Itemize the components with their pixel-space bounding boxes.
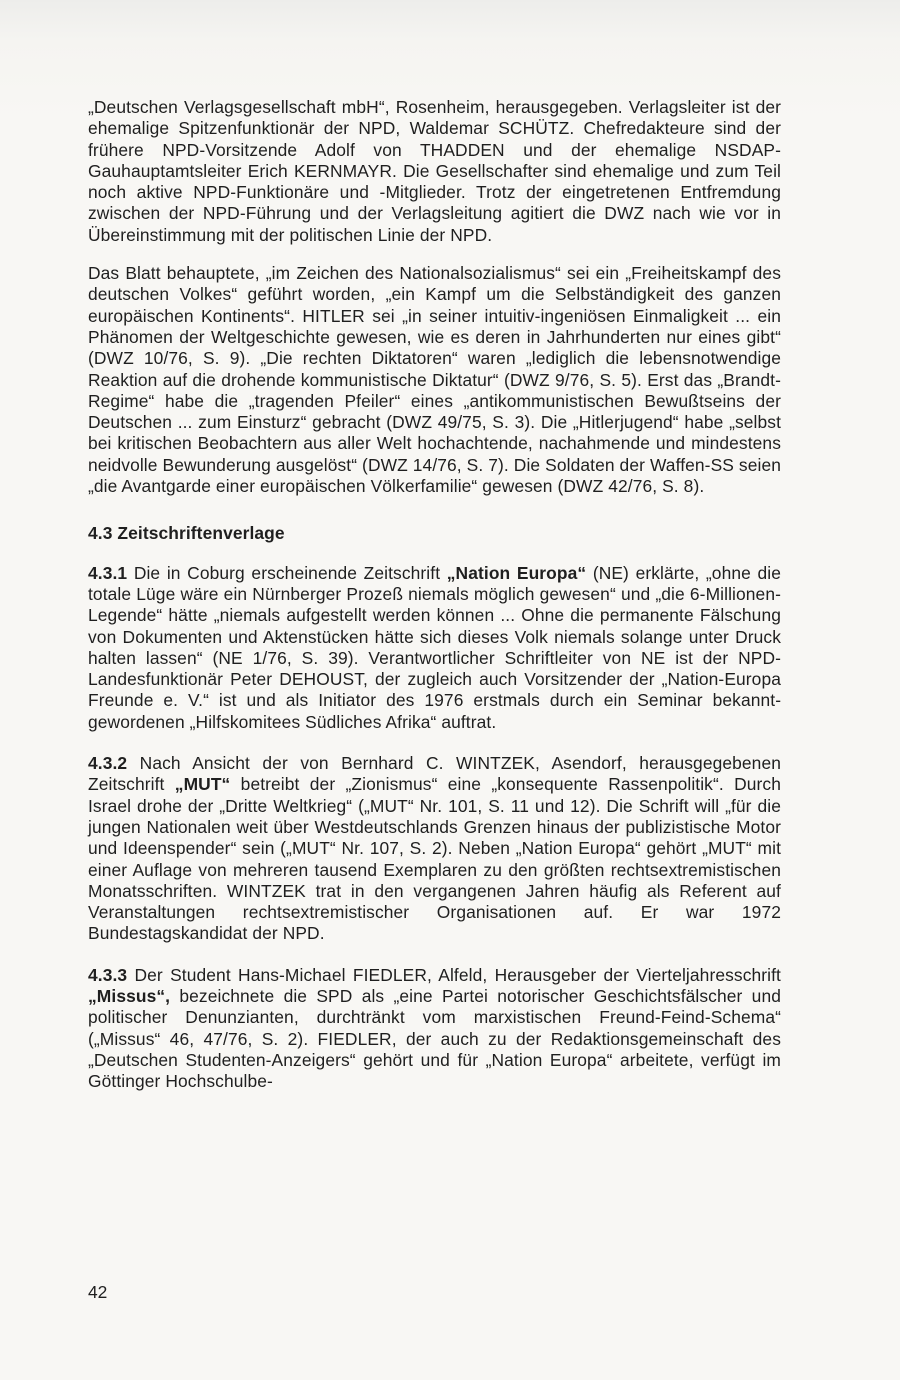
section-number: 4.3.2 [88, 753, 128, 774]
section-number: 4.3.1 [88, 562, 128, 583]
section-4-3-2 [88, 753, 781, 945]
publication-name: „Missus“, [88, 985, 171, 1006]
paragraph-dwz-quotes: Das Blatt behauptete, „im Zeichen des Nationalsozialismus“ sei ein „Freiheitskampf des deutschen Volkes“ geführt worden, „ein Kampf um die Selbständigkeit des ganzen europäischen Kontinents“. HITLER sei „in seiner intuitiv-ingeniösen Einmaligkeit ... ein Phänomen der Weltgeschichte gewesen, wie es deren in Jahrhunderten nur eines gibt“ (DWZ 10/76, S. 9). „Die rechten Diktatoren“ waren „lediglich die lebensnotwendige Reaktion auf die drohende kommunistische Diktatur“ (DWZ 9/76, S. 5). Erst das „Brandt-Regime“ habe die „tragenden Pfeiler“ eines „antikommunistischen Bewußtseins der Deutschen ... zum Einsturz“ gebracht (DWZ 49/75, S. 3). Die „Hitlerjugend“ habe „selbst bei kritischen Beobachtern aus aller Welt hochachtende, nachahmende und mindestens neidvolle Bewunderung ausgelöst“ (DWZ 14/76, S. 7). Die Soldaten der Waffen-SS seien „die Avantgarde einer europäischen Völkerfamilie“ gewesen (DWZ 42/76, S. 8). [88, 263, 781, 497]
section-4-3-1 [88, 563, 781, 733]
page-number: 42 [88, 1282, 108, 1302]
section-text-pre: Der Student Hans-Michael FIEDLER, Alfeld, Herausgeber der Vierteljahresschrift [134, 964, 781, 985]
publication-name: „MUT“ [174, 774, 231, 795]
section-text-pre: Nach Ansicht der von Bernhard C. WINTZEK, Asendorf, herausgegebenen Zeitschrift [88, 753, 781, 795]
section-text-pre: Die in Coburg erscheinende Zeitschrift [133, 562, 441, 583]
document-body [88, 97, 781, 1092]
section-number: 4.3.3 [88, 964, 128, 985]
section-text-post: betreibt der „Zionismus“ eine „konsequente Rassenpolitik“. Durch Israel drohe der „Dritte Weltkrieg“ („MUT“ Nr. 101, S. 11 und 12). Die Schrift will „für die jungen Nationalen weit über Westdeutschlands Grenzen hinaus der publizistische Motor und Ideenspender“ sein („MUT“ Nr. 107, S. 2). Neben „Nation Europa“ gehört „MUT“ mit einer Auflage von mehreren tausend Exemplaren zu den größten rechtsextremistischen Monatsschriften. WINTZEK trat in den vergangenen Jahren häufig als Referent auf Veranstaltungen rechtsextremistischer Organisationen auf. Er war 1972 Bundestagskandidat der NPD. [88, 774, 781, 944]
publication-name: „Nation Europa“ [446, 562, 587, 583]
section-text-post: bezeichnete die SPD als „eine Partei notorischer Geschichtsfälscher und politischer Denunzianten, durchtränkt vom marxistischen Freund-Feind-Schema“ („Missus“ 46, 47/76, S. 2). FIEDLER, der auch zu der Redaktionsgemeinschaft des „Deutschen Studenten-Anzeigers“ gehört und für „Nation Europa“ arbeitete, verfügt im Göttinger Hochschulbe- [88, 985, 782, 1092]
section-heading: 4.3 Zeitschriftenverlage [88, 523, 285, 544]
section-4-3-3 [88, 965, 781, 1093]
section-text-post: (NE) erklärte, „ohne die totale Lüge wäre ein Nürnberger Prozeß niemals möglich gewesen“ und „die 6-Millionen-Legende“ hätte „niemals aufgestellt werden können ... Ohne die permanente Fälschung von Dokumenten und Aktenstücken hätte sich dieses Volk niemals solange unter Druck halten lassen“ (NE 1/76, S. 39). Verantwortlicher Schriftleiter von NE ist der NPD-Landesfunktionär Peter DEHOUST, der zugleich auch Vorsitzender der „Nation-Europa Freunde e. V.“ ist und als Initiator des 1976 erstmals durch ein Seminar bekanntgewordenen „Hilfskomitees Südliches Afrika“ auftrat. [88, 562, 782, 732]
paragraph-verlag: „Deutschen Verlagsgesellschaft mbH“, Rosenheim, herausgegeben. Verlagsleiter ist der ehemalige Spitzenfunktionär der NPD, Waldemar SCHÜTZ. Chefredakteure sind der frühere NPD-Vorsitzende Adolf von THADDEN und der ehemalige NSDAP-Gauhauptamtsleiter Erich KERNMAYR. Die Gesellschafter sind ehemalige und zum Teil noch aktive NPD-Funktionäre und -Mitglieder. Trotz der eingetretenen Entfremdung zwischen der NPD-Führung und der Verlagsleitung agitiert die DWZ nach wie vor in Übereinstimmung mit der politischen Linie der NPD. [88, 97, 781, 245]
